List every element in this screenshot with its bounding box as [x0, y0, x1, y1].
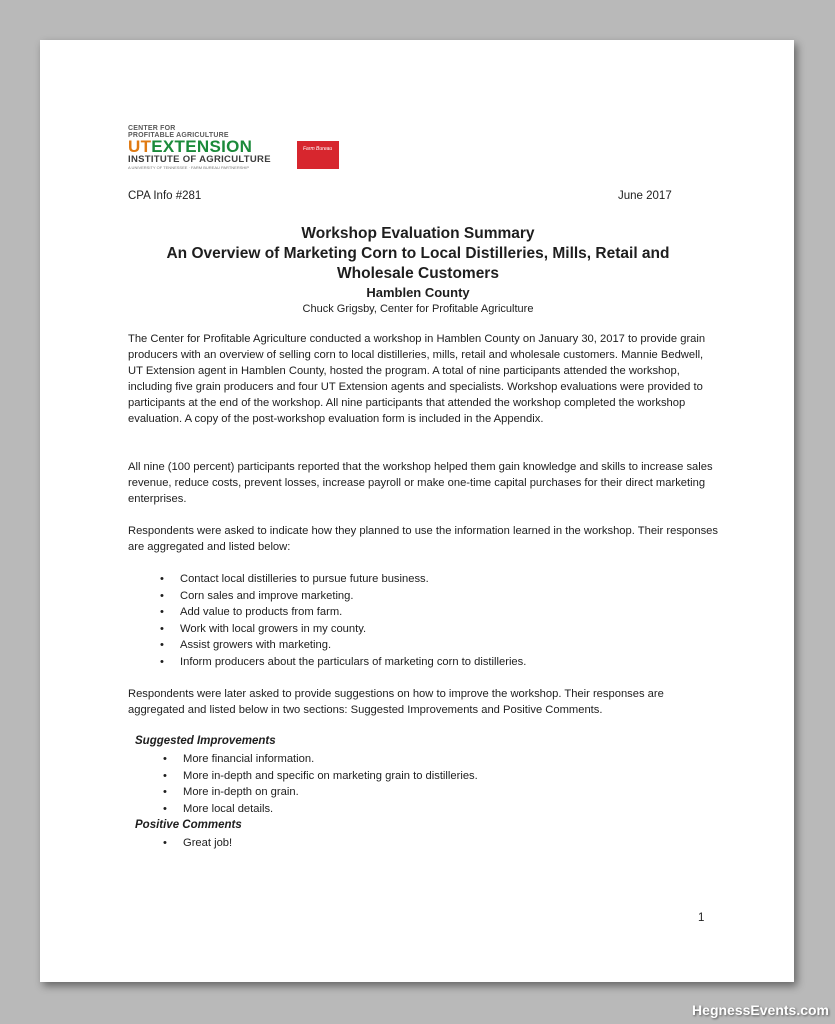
title-block — [100, 224, 736, 317]
document-page — [40, 40, 794, 982]
positive-comments-list — [131, 835, 691, 852]
logo-line2: PROFITABLE AGRICULTURE — [128, 132, 229, 139]
list-item-text: More financial information. — [183, 753, 315, 765]
list-item-text: Corn sales and improve marketing. — [180, 589, 354, 602]
logo-tagline: A UNIVERSITY OF TENNESSEE · FARM BUREAU PARTNERSHIP — [128, 165, 250, 170]
logo-extension — [128, 139, 278, 155]
list-item — [128, 604, 688, 621]
bullet: • — [160, 606, 164, 619]
paragraph-text: All nine (100 percent) participants reported that the workshop helped them gain knowledge and skills to increase sales revenue, reduce costs, prevent losses, increase payroll or make one-time capital purchases for their direct marketing enterprises. — [128, 461, 713, 505]
list-item-text: Inform producers about the particulars of marketing corn to distilleries. — [180, 655, 527, 668]
list-item-text: More local details. — [183, 802, 274, 815]
logo-ut: UT — [128, 137, 152, 156]
paragraph-plans-intro — [128, 523, 718, 555]
list-item-text: Contact local distilleries to pursue future business. — [180, 573, 429, 585]
county-heading: Hamblen County — [366, 285, 470, 300]
improvements-list — [131, 751, 691, 817]
document-title: Workshop Evaluation Summary — [301, 225, 535, 242]
list-item-text: Assist growers with marketing. — [180, 639, 332, 652]
list-item-text: Add value to products from farm. — [180, 606, 343, 619]
page-number: 1 — [698, 912, 705, 924]
author-line: Chuck Grigsby, Center for Profitable Agriculture — [302, 303, 534, 315]
cpa-extension-logo — [128, 125, 278, 171]
document-subtitle-line2: Wholesale Customers — [337, 265, 499, 282]
logo-extension-text: EXTENSION — [151, 137, 253, 156]
list-item-text: Great job! — [183, 837, 233, 849]
suggested-improvements-heading: Suggested Improvements — [135, 735, 276, 747]
list-item — [128, 571, 688, 588]
paragraph-text: The Center for Profitable Agriculture conducted a workshop in Hamblen County on January 30, 2017 to provide grain producers with an overview of selling corn to local distilleries, mills, retail and wholesale customers. Mannie Bedwell, UT Extension agent in Hamblen County, hosted the program. A total of nine participants attended the workshop, including five grain producers and four UT Extension agents and specialists. Workshop evaluations were provided to participants at the end of the workshop. All nine participants that attended the workshop completed the workshop evaluation. A copy of the post-workshop evaluation form is included in the Appendix. — [128, 333, 706, 425]
list-item — [131, 768, 691, 785]
document-subtitle-line1: An Overview of Marketing Corn to Local Distilleries, Mills, Retail and — [166, 245, 670, 262]
paragraph-results — [128, 459, 718, 507]
paragraph-overview — [128, 331, 718, 427]
list-item — [131, 751, 691, 768]
list-item — [128, 621, 688, 638]
list-item — [131, 801, 691, 818]
plans-list — [128, 571, 688, 671]
bullet: • — [160, 655, 164, 668]
list-item — [128, 637, 688, 654]
list-item — [131, 784, 691, 801]
bullet: • — [160, 622, 164, 635]
bullet: • — [163, 802, 167, 815]
list-item-text: More in-depth and specific on marketing grain to distilleries. — [183, 769, 478, 782]
logo-institute: INSTITUTE OF AGRICULTURE — [128, 154, 271, 165]
list-item — [128, 654, 688, 671]
bullet: • — [163, 769, 167, 782]
bullet: • — [163, 837, 167, 849]
paragraph-suggestions-intro — [128, 686, 718, 718]
bullet: • — [160, 573, 164, 585]
cpa-info-number: CPA Info #281 — [128, 190, 202, 202]
watermark: HegnessEvents.com — [692, 1002, 829, 1018]
farm-bureau-logo: Farm Bureau — [297, 141, 339, 169]
logo-line1: CENTER FOR — [128, 125, 176, 132]
list-item — [131, 835, 691, 852]
bullet: • — [163, 786, 167, 799]
list-item — [128, 588, 688, 605]
paragraph-text: Respondents were asked to indicate how they planned to use the information learned in the workshop. Their responses are aggregated and listed below: — [128, 525, 718, 553]
list-item-text: More in-depth on grain. — [183, 786, 299, 799]
bullet: • — [163, 753, 167, 765]
paragraph-text: Respondents were later asked to provide suggestions on how to improve the workshop. Their responses are aggregated and listed below in two sections: Suggested Improvements and Positive Comments. — [128, 688, 664, 716]
bullet: • — [160, 639, 164, 652]
bullet: • — [160, 589, 164, 602]
list-item-text: Work with local growers in my county. — [180, 622, 367, 635]
positive-comments-heading: Positive Comments — [135, 819, 242, 831]
document-date: June 2017 — [618, 190, 672, 202]
